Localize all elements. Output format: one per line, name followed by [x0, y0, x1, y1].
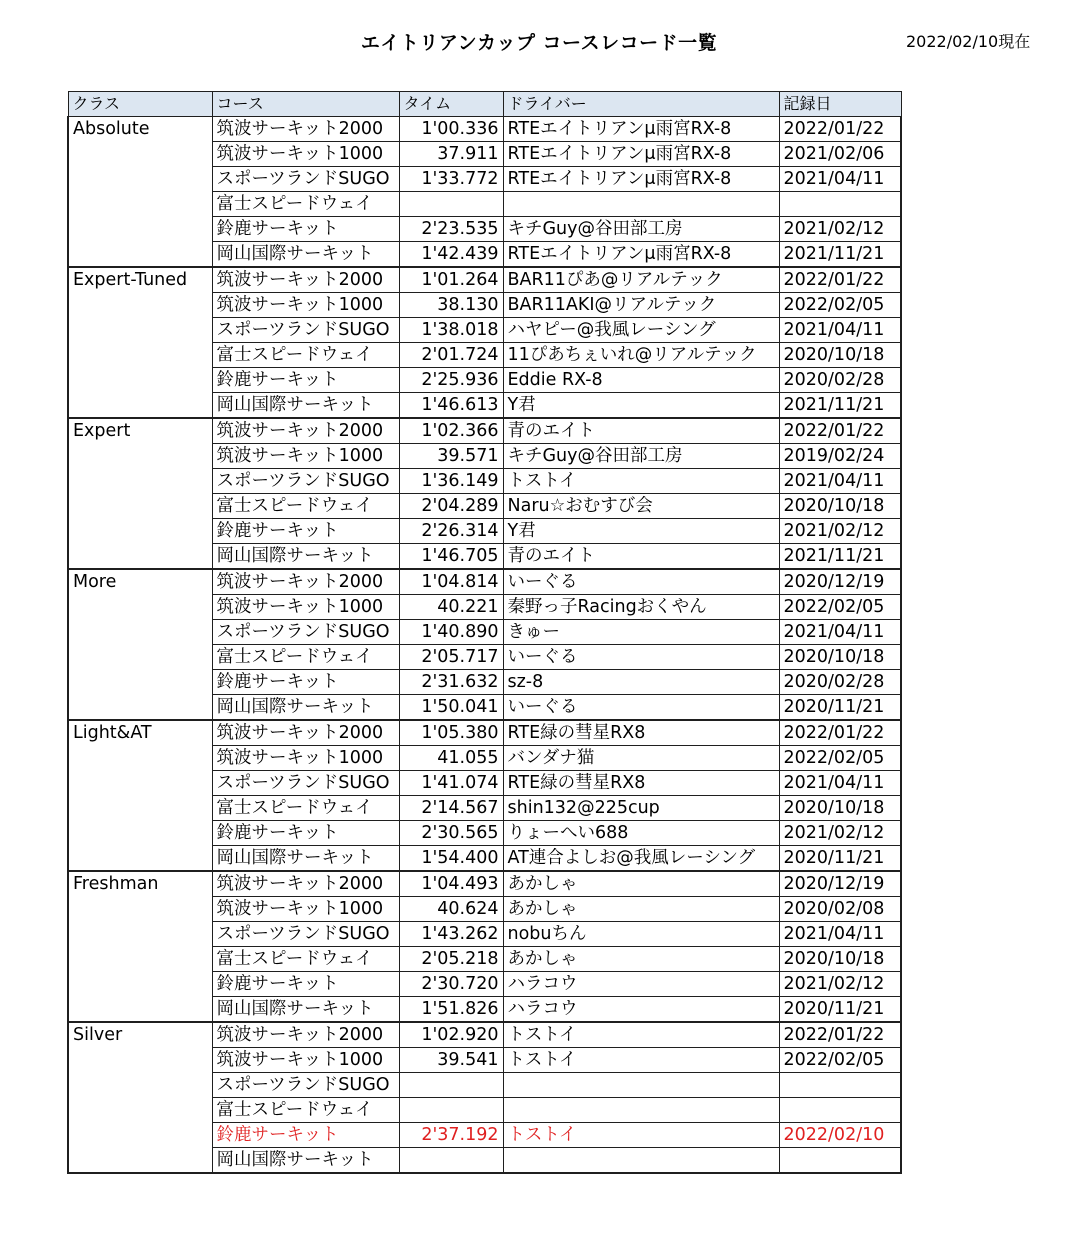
driver-cell: 青のエイト: [503, 418, 779, 444]
date-cell: 2020/11/21: [779, 846, 901, 872]
driver-cell: RTEエイトリアンμ雨宮RX-8: [503, 242, 779, 268]
date-cell: 2021/11/21: [779, 393, 901, 419]
date-cell: 2021/02/12: [779, 972, 901, 997]
course-cell: 筑波サーキット2000: [212, 117, 399, 142]
class-name-cell: Absolute: [68, 117, 212, 268]
driver-cell: あかしゃ: [503, 871, 779, 897]
course-cell: スポーツランドSUGO: [212, 469, 399, 494]
driver-cell: RTEエイトリアンμ雨宮RX-8: [503, 117, 779, 142]
class-name-cell: More: [68, 569, 212, 720]
driver-cell: ハヤピー@我風レーシング: [503, 318, 779, 343]
class-name-cell: Light&AT: [68, 720, 212, 871]
date-cell: 2022/02/10: [779, 1123, 901, 1148]
course-cell: 岡山国際サーキット: [212, 997, 399, 1023]
table-row: [68, 267, 901, 293]
time-cell: [399, 1148, 503, 1174]
time-cell: 2'01.724: [399, 343, 503, 368]
time-cell: 1'36.149: [399, 469, 503, 494]
driver-cell: Y君: [503, 393, 779, 419]
course-cell: 岡山国際サーキット: [212, 846, 399, 872]
header-course: コース: [212, 92, 399, 117]
record-rows: [68, 117, 901, 1174]
driver-cell: [503, 1148, 779, 1174]
course-cell: スポーツランドSUGO: [212, 620, 399, 645]
course-cell: 鈴鹿サーキット: [212, 368, 399, 393]
date-cell: 2021/02/12: [779, 217, 901, 242]
date-cell: 2022/02/05: [779, 746, 901, 771]
driver-cell: 11ぴあちぇいれ@リアルテック: [503, 343, 779, 368]
time-cell: 1'50.041: [399, 695, 503, 721]
date-cell: 2021/04/11: [779, 318, 901, 343]
course-cell: スポーツランドSUGO: [212, 318, 399, 343]
driver-cell: りょーへい688: [503, 821, 779, 846]
driver-cell: いーぐる: [503, 695, 779, 721]
course-cell: 富士スピードウェイ: [212, 645, 399, 670]
header-row: [68, 92, 901, 117]
time-cell: 2'26.314: [399, 519, 503, 544]
course-cell: 岡山国際サーキット: [212, 242, 399, 268]
driver-cell: BAR11ぴあ@リアルテック: [503, 267, 779, 293]
time-cell: 1'41.074: [399, 771, 503, 796]
driver-cell: ハラコウ: [503, 997, 779, 1023]
page-title: エイトリアンカップ コースレコード一覧: [360, 32, 718, 54]
course-record-table: [67, 91, 902, 1174]
driver-cell: 秦野っ子Racingおくやん: [503, 595, 779, 620]
time-cell: 2'30.720: [399, 972, 503, 997]
driver-cell: ハラコウ: [503, 972, 779, 997]
date-cell: 2020/11/21: [779, 695, 901, 721]
time-cell: 1'42.439: [399, 242, 503, 268]
class-name-cell: Silver: [68, 1022, 212, 1173]
time-cell: 1'40.890: [399, 620, 503, 645]
date-cell: 2021/11/21: [779, 544, 901, 570]
time-cell: 1'01.264: [399, 267, 503, 293]
course-cell: 筑波サーキット1000: [212, 746, 399, 771]
time-cell: 2'04.289: [399, 494, 503, 519]
course-cell: 筑波サーキット2000: [212, 871, 399, 897]
date-cell: 2021/04/11: [779, 469, 901, 494]
as-of-date: 2022/02/10現在: [906, 32, 1031, 51]
driver-cell: キチGuy@谷田部工房: [503, 217, 779, 242]
table-row: [68, 418, 901, 444]
date-cell: 2021/04/11: [779, 922, 901, 947]
course-cell: 筑波サーキット1000: [212, 595, 399, 620]
table-row: [68, 117, 901, 142]
date-cell: 2021/11/21: [779, 242, 901, 268]
time-cell: 41.055: [399, 746, 503, 771]
header-date: 記録日: [779, 92, 901, 117]
course-cell: スポーツランドSUGO: [212, 922, 399, 947]
time-cell: 1'43.262: [399, 922, 503, 947]
date-cell: 2020/10/18: [779, 947, 901, 972]
time-cell: 40.624: [399, 897, 503, 922]
date-cell: 2021/04/11: [779, 167, 901, 192]
course-cell: 筑波サーキット1000: [212, 897, 399, 922]
time-cell: 1'00.336: [399, 117, 503, 142]
driver-cell: バンダナ猫: [503, 746, 779, 771]
course-cell: スポーツランドSUGO: [212, 167, 399, 192]
time-cell: 2'30.565: [399, 821, 503, 846]
time-cell: 1'51.826: [399, 997, 503, 1023]
driver-cell: トストイ: [503, 1123, 779, 1148]
course-cell: 筑波サーキット1000: [212, 1048, 399, 1073]
course-cell: 富士スピードウェイ: [212, 1098, 399, 1123]
time-cell: 2'25.936: [399, 368, 503, 393]
driver-cell: BAR11AKI@リアルテック: [503, 293, 779, 318]
course-cell: 富士スピードウェイ: [212, 494, 399, 519]
class-name-cell: Expert-Tuned: [68, 267, 212, 418]
date-cell: 2020/10/18: [779, 645, 901, 670]
time-cell: 1'02.920: [399, 1022, 503, 1048]
time-cell: 1'46.613: [399, 393, 503, 419]
date-cell: 2020/11/21: [779, 997, 901, 1023]
driver-cell: きゅー: [503, 620, 779, 645]
course-cell: 富士スピードウェイ: [212, 796, 399, 821]
driver-cell: RTEエイトリアンμ雨宮RX-8: [503, 142, 779, 167]
time-cell: 2'23.535: [399, 217, 503, 242]
date-cell: 2021/02/06: [779, 142, 901, 167]
course-cell: 筑波サーキット1000: [212, 444, 399, 469]
date-cell: 2022/01/22: [779, 1022, 901, 1048]
course-cell: 鈴鹿サーキット: [212, 519, 399, 544]
course-cell: 鈴鹿サーキット: [212, 972, 399, 997]
course-cell: 筑波サーキット2000: [212, 267, 399, 293]
date-cell: 2021/04/11: [779, 771, 901, 796]
time-cell: 2'05.717: [399, 645, 503, 670]
driver-cell: Eddie RX-8: [503, 368, 779, 393]
time-cell: [399, 1073, 503, 1098]
driver-cell: いーぐる: [503, 569, 779, 595]
time-cell: 40.221: [399, 595, 503, 620]
driver-cell: AT連合よしお@我風レーシング: [503, 846, 779, 872]
header-class: クラス: [68, 92, 212, 117]
date-cell: 2020/02/28: [779, 368, 901, 393]
course-cell: 鈴鹿サーキット: [212, 1123, 399, 1148]
course-cell: 筑波サーキット1000: [212, 293, 399, 318]
driver-cell: Y君: [503, 519, 779, 544]
date-cell: 2020/10/18: [779, 494, 901, 519]
time-cell: 39.541: [399, 1048, 503, 1073]
header-driver: ドライバー: [503, 92, 779, 117]
date-cell: [779, 1148, 901, 1174]
table-row: [68, 569, 901, 595]
date-cell: 2020/02/08: [779, 897, 901, 922]
date-cell: 2022/01/22: [779, 720, 901, 746]
date-cell: 2022/01/22: [779, 418, 901, 444]
driver-cell: あかしゃ: [503, 947, 779, 972]
date-cell: 2020/02/28: [779, 670, 901, 695]
course-cell: 筑波サーキット2000: [212, 720, 399, 746]
date-cell: 2020/12/19: [779, 569, 901, 595]
driver-cell: RTEエイトリアンμ雨宮RX-8: [503, 167, 779, 192]
time-cell: 1'04.493: [399, 871, 503, 897]
date-cell: 2020/10/18: [779, 796, 901, 821]
table-row: [68, 1022, 901, 1048]
course-cell: 筑波サーキット2000: [212, 418, 399, 444]
course-cell: 岡山国際サーキット: [212, 544, 399, 570]
date-cell: 2022/01/22: [779, 267, 901, 293]
driver-cell: [503, 192, 779, 217]
driver-cell: トストイ: [503, 1048, 779, 1073]
date-cell: 2021/02/12: [779, 821, 901, 846]
class-name-cell: Freshman: [68, 871, 212, 1022]
course-cell: 岡山国際サーキット: [212, 393, 399, 419]
time-cell: 1'04.814: [399, 569, 503, 595]
table-row: [68, 871, 901, 897]
course-cell: 鈴鹿サーキット: [212, 670, 399, 695]
time-cell: 1'05.380: [399, 720, 503, 746]
driver-cell: [503, 1098, 779, 1123]
date-cell: 2019/02/24: [779, 444, 901, 469]
time-cell: 2'31.632: [399, 670, 503, 695]
course-cell: 富士スピードウェイ: [212, 343, 399, 368]
course-cell: 筑波サーキット2000: [212, 1022, 399, 1048]
time-cell: 38.130: [399, 293, 503, 318]
course-cell: 鈴鹿サーキット: [212, 821, 399, 846]
course-cell: 鈴鹿サーキット: [212, 217, 399, 242]
time-cell: 37.911: [399, 142, 503, 167]
date-cell: 2021/02/12: [779, 519, 901, 544]
driver-cell: nobuちん: [503, 922, 779, 947]
course-cell: スポーツランドSUGO: [212, 771, 399, 796]
driver-cell: [503, 1073, 779, 1098]
driver-cell: あかしゃ: [503, 897, 779, 922]
time-cell: 1'33.772: [399, 167, 503, 192]
date-cell: [779, 1098, 901, 1123]
time-cell: 39.571: [399, 444, 503, 469]
course-cell: 富士スピードウェイ: [212, 947, 399, 972]
driver-cell: 青のエイト: [503, 544, 779, 570]
time-cell: 1'38.018: [399, 318, 503, 343]
time-cell: 2'14.567: [399, 796, 503, 821]
date-cell: 2021/04/11: [779, 620, 901, 645]
driver-cell: sz-8: [503, 670, 779, 695]
time-cell: 2'05.218: [399, 947, 503, 972]
date-cell: 2022/02/05: [779, 1048, 901, 1073]
course-cell: 筑波サーキット2000: [212, 569, 399, 595]
driver-cell: shin132@225cup: [503, 796, 779, 821]
driver-cell: RTE緑の彗星RX8: [503, 720, 779, 746]
time-cell: 1'46.705: [399, 544, 503, 570]
course-cell: 富士スピードウェイ: [212, 192, 399, 217]
course-cell: 岡山国際サーキット: [212, 1148, 399, 1174]
driver-cell: トストイ: [503, 469, 779, 494]
driver-cell: いーぐる: [503, 645, 779, 670]
date-cell: 2022/01/22: [779, 117, 901, 142]
time-cell: 1'02.366: [399, 418, 503, 444]
time-cell: [399, 1098, 503, 1123]
table-row: [68, 720, 901, 746]
driver-cell: Naru☆おむすび会: [503, 494, 779, 519]
course-cell: スポーツランドSUGO: [212, 1073, 399, 1098]
date-cell: 2022/02/05: [779, 293, 901, 318]
class-name-cell: Expert: [68, 418, 212, 569]
time-cell: 1'54.400: [399, 846, 503, 872]
time-cell: [399, 192, 503, 217]
course-cell: 岡山国際サーキット: [212, 695, 399, 721]
date-cell: 2020/10/18: [779, 343, 901, 368]
driver-cell: トストイ: [503, 1022, 779, 1048]
course-cell: 筑波サーキット1000: [212, 142, 399, 167]
date-cell: 2022/02/05: [779, 595, 901, 620]
date-cell: [779, 1073, 901, 1098]
header-time: タイム: [399, 92, 503, 117]
date-cell: [779, 192, 901, 217]
driver-cell: キチGuy@谷田部工房: [503, 444, 779, 469]
time-cell: 2'37.192: [399, 1123, 503, 1148]
date-cell: 2020/12/19: [779, 871, 901, 897]
driver-cell: RTE緑の彗星RX8: [503, 771, 779, 796]
